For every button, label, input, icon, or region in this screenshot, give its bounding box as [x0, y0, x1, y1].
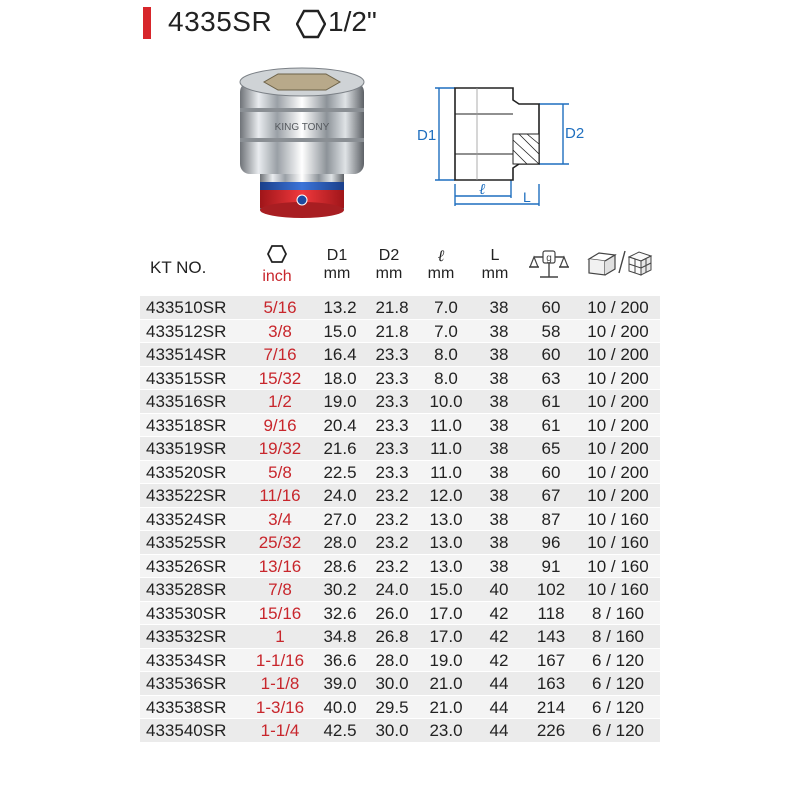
col-L-label: L	[490, 247, 500, 264]
cell-w: 63	[541, 368, 561, 388]
table-row	[140, 649, 660, 673]
col-inch-label: inch	[262, 268, 292, 285]
table-row	[140, 296, 660, 320]
table-row	[140, 508, 660, 532]
hexagon-icon	[267, 245, 287, 263]
cell-d2: 23.2	[375, 509, 409, 529]
cell-pk: 6 / 120	[592, 650, 644, 670]
cell-inch: 5/8	[268, 462, 292, 482]
cell-d2: 23.3	[375, 368, 409, 388]
cell-L: 42	[489, 650, 509, 670]
cell-L: 38	[489, 462, 509, 482]
cell-kt: 433510SR	[146, 298, 227, 317]
cell-l: 13.0	[429, 533, 463, 552]
cell-pk: 10 / 200	[587, 415, 649, 435]
cell-d2: 21.8	[375, 298, 409, 317]
cell-kt: 433516SR	[146, 392, 227, 411]
cell-l: 10.0	[429, 392, 463, 411]
cell-l: 7.0	[434, 321, 458, 341]
table-row	[140, 343, 660, 367]
cell-pk: 6 / 120	[592, 721, 644, 740]
cell-L: 38	[489, 415, 509, 435]
table-row	[140, 602, 660, 626]
table-row	[140, 461, 660, 485]
cell-inch: 1-1/16	[255, 650, 305, 670]
cell-d2: 23.2	[375, 486, 409, 505]
cell-w: 226	[536, 721, 566, 740]
cell-kt: 433528SR	[146, 580, 227, 599]
col-d1-unit: mm	[323, 265, 351, 282]
drive-size: 1/2"	[328, 6, 377, 37]
col-L	[470, 247, 520, 283]
cell-w: 96	[541, 533, 561, 552]
cell-kt: 433518SR	[146, 415, 227, 435]
cell-kt: 433519SR	[146, 439, 227, 458]
weight-unit-label: g	[546, 253, 552, 264]
cell-d2: 23.3	[375, 392, 409, 411]
l-label: ℓ	[479, 180, 486, 198]
col-d2-unit: mm	[375, 265, 403, 282]
cell-pk: 10 / 200	[587, 486, 649, 505]
cell-l: 13.0	[429, 556, 463, 576]
cell-L: 38	[489, 392, 509, 411]
cell-L: 42	[489, 603, 509, 623]
cell-inch: 13/16	[258, 556, 302, 576]
cell-d2: 30.0	[375, 674, 409, 693]
cell-L: 40	[489, 580, 509, 599]
cell-pk: 10 / 200	[587, 439, 649, 458]
d2-label: D2	[565, 125, 585, 142]
cell-pk: 10 / 200	[587, 321, 649, 341]
cell-l: 17.0	[429, 603, 463, 623]
accent-bar	[143, 7, 151, 39]
table-header	[0, 245, 800, 290]
cell-pk: 6 / 120	[592, 697, 644, 717]
cell-L: 38	[489, 486, 509, 505]
cell-d2: 26.0	[375, 603, 409, 623]
cell-d1: 36.6	[323, 650, 357, 670]
cell-l: 11.0	[430, 415, 462, 435]
cell-L: 38	[489, 509, 509, 529]
cell-pk: 10 / 160	[587, 556, 649, 576]
cell-w: 87	[541, 509, 561, 529]
cell-d1: 42.5	[323, 721, 357, 740]
cell-L: 44	[489, 697, 509, 717]
cell-l: 13.0	[429, 509, 463, 529]
cell-l: 12.0	[429, 486, 463, 505]
socket-photo	[232, 64, 372, 224]
cell-kt: 433512SR	[146, 321, 227, 341]
cell-inch: 1-3/16	[255, 697, 305, 717]
table-row	[140, 484, 660, 508]
cell-inch: 1-1/4	[260, 721, 300, 740]
table-row	[140, 555, 660, 579]
scale-icon	[528, 247, 570, 281]
cell-kt: 433522SR	[146, 486, 227, 505]
page-header	[0, 0, 800, 50]
spec-table	[140, 296, 660, 743]
cell-pk: 6 / 120	[592, 674, 644, 693]
cell-inch: 15/32	[258, 368, 302, 388]
cell-l: 11.0	[430, 462, 462, 482]
cell-l: 19.0	[429, 650, 463, 670]
cell-inch: 7/16	[263, 345, 297, 364]
cell-w: 118	[537, 603, 565, 623]
cell-L: 42	[489, 627, 509, 646]
cell-kt: 433526SR	[146, 556, 227, 576]
cell-d1: 22.5	[323, 462, 357, 482]
cell-kt: 433520SR	[146, 462, 227, 482]
cell-inch: 9/16	[263, 415, 297, 435]
col-L-unit: mm	[481, 265, 509, 282]
cell-l: 15.0	[429, 580, 463, 599]
cell-d1: 39.0	[323, 674, 357, 693]
cell-pk: 10 / 200	[587, 392, 649, 411]
cell-pk: 10 / 200	[587, 462, 649, 482]
col-d1	[312, 247, 362, 283]
cell-d1: 27.0	[323, 509, 357, 529]
cell-pk: 10 / 160	[587, 580, 649, 599]
cell-pk: 10 / 200	[587, 298, 649, 317]
cell-d1: 34.8	[323, 627, 357, 646]
col-l-unit: mm	[427, 265, 455, 282]
cell-inch: 1/2	[268, 392, 292, 411]
cell-d1: 15.0	[323, 321, 357, 341]
table-row	[140, 390, 660, 414]
cell-d1: 19.0	[323, 392, 357, 411]
cell-d2: 30.0	[375, 721, 409, 740]
cell-w: 60	[541, 462, 561, 482]
cell-L: 38	[489, 556, 509, 576]
cell-d1: 40.0	[323, 697, 357, 717]
cell-L: 38	[489, 345, 509, 364]
cell-d2: 23.2	[375, 533, 409, 552]
cell-pk: 10 / 160	[587, 533, 649, 552]
col-inch	[252, 245, 302, 286]
cell-inch: 7/8	[268, 580, 292, 599]
table-row	[140, 437, 660, 461]
cell-d1: 28.6	[323, 556, 357, 576]
cell-pk: 10 / 160	[587, 509, 649, 529]
cell-L: 44	[489, 721, 509, 740]
cell-d1: 28.0	[323, 533, 357, 552]
cell-l: 11.0	[430, 439, 462, 458]
cell-inch: 1	[275, 627, 285, 646]
cell-w: 61	[541, 415, 561, 435]
cell-inch: 1-1/8	[260, 674, 300, 693]
cell-d1: 32.6	[323, 603, 357, 623]
cell-inch: 15/16	[258, 603, 302, 623]
cell-L: 38	[489, 439, 509, 458]
cell-L: 38	[489, 298, 509, 317]
table-row	[140, 672, 660, 696]
cell-w: 102	[536, 580, 566, 599]
cell-pk: 8 / 160	[592, 627, 644, 646]
table-row	[140, 414, 660, 438]
cell-w: 60	[541, 298, 561, 317]
cell-d1: 24.0	[323, 486, 357, 505]
cell-d2: 23.2	[375, 556, 409, 576]
cell-kt: 433514SR	[146, 345, 227, 364]
cell-w: 143	[536, 627, 566, 646]
cell-kt: 433525SR	[146, 533, 227, 552]
cell-l: 8.0	[434, 368, 458, 388]
hexagon-icon	[296, 9, 326, 39]
table-row	[140, 719, 660, 743]
brand-engraving: KING TONY	[274, 122, 330, 133]
cell-inch: 3/8	[268, 321, 292, 341]
cell-kt: 433532SR	[146, 627, 227, 646]
cell-w: 58	[541, 321, 561, 341]
cell-d2: 26.8	[375, 627, 409, 646]
cell-kt: 433538SR	[146, 697, 227, 717]
cell-L: 44	[489, 674, 509, 693]
cell-w: 60	[541, 345, 561, 364]
cell-d2: 21.8	[375, 321, 409, 341]
cell-w: 214	[536, 697, 566, 717]
cell-inch: 11/16	[259, 486, 301, 505]
col-weight	[524, 247, 574, 286]
cell-kt: 433524SR	[146, 509, 227, 529]
cell-kt: 433536SR	[146, 674, 227, 693]
cell-kt: 433515SR	[146, 368, 227, 388]
col-kt-no: KT NO.	[150, 258, 207, 277]
cell-pk: 8 / 160	[592, 603, 644, 623]
cell-L: 38	[489, 533, 509, 552]
cell-kt: 433530SR	[146, 603, 227, 623]
package-icon	[585, 247, 655, 277]
col-packing	[580, 247, 660, 282]
table-row	[140, 531, 660, 555]
col-d1-label: D1	[326, 247, 348, 264]
cell-w: 67	[541, 486, 561, 505]
cell-d2: 23.3	[375, 345, 409, 364]
cell-inch: 25/32	[258, 533, 302, 552]
cell-inch: 3/4	[268, 509, 292, 529]
cell-d2: 23.3	[375, 415, 409, 435]
table-row	[140, 320, 660, 344]
col-l-label: ℓ	[437, 246, 445, 265]
table-row	[140, 696, 660, 720]
cell-l: 8.0	[434, 345, 458, 364]
cell-d1: 30.2	[323, 580, 357, 599]
cell-kt: 433540SR	[146, 721, 227, 740]
cell-inch: 5/16	[263, 298, 297, 317]
cell-w: 167	[536, 650, 566, 670]
table-row	[140, 578, 660, 602]
cell-d1: 18.0	[323, 368, 357, 388]
cell-w: 61	[541, 392, 561, 411]
cell-d1: 20.4	[323, 415, 357, 435]
cell-d2: 23.3	[375, 462, 409, 482]
L-label: L	[523, 189, 531, 205]
cell-L: 38	[489, 321, 509, 341]
cell-l: 23.0	[429, 721, 463, 740]
cell-w: 91	[541, 556, 561, 576]
cell-d2: 29.5	[375, 697, 409, 717]
cell-l: 7.0	[434, 298, 458, 317]
cell-d2: 24.0	[375, 580, 409, 599]
cell-inch: 19/32	[258, 439, 302, 458]
cell-d2: 28.0	[375, 650, 409, 670]
table-row	[140, 367, 660, 391]
page-title: 4335SR	[168, 6, 273, 37]
table-row	[140, 625, 660, 649]
cell-d2: 23.3	[375, 439, 409, 458]
cell-l: 21.0	[429, 697, 463, 717]
cell-d1: 21.6	[323, 439, 357, 458]
col-l	[416, 247, 466, 283]
cell-l: 17.0	[429, 627, 463, 646]
cell-d1: 16.4	[323, 345, 357, 364]
cell-pk: 10 / 200	[587, 368, 649, 388]
cell-L: 38	[489, 368, 509, 388]
col-d2-label: D2	[378, 247, 400, 264]
dimension-diagram	[415, 80, 585, 215]
cell-kt: 433534SR	[146, 650, 227, 670]
cell-w: 163	[536, 674, 566, 693]
cell-l: 21.0	[429, 674, 463, 693]
cell-d1: 13.2	[323, 298, 357, 317]
cell-w: 65	[541, 439, 561, 458]
d1-label: D1	[417, 127, 437, 144]
cell-pk: 10 / 200	[587, 345, 649, 364]
col-d2	[364, 247, 414, 283]
